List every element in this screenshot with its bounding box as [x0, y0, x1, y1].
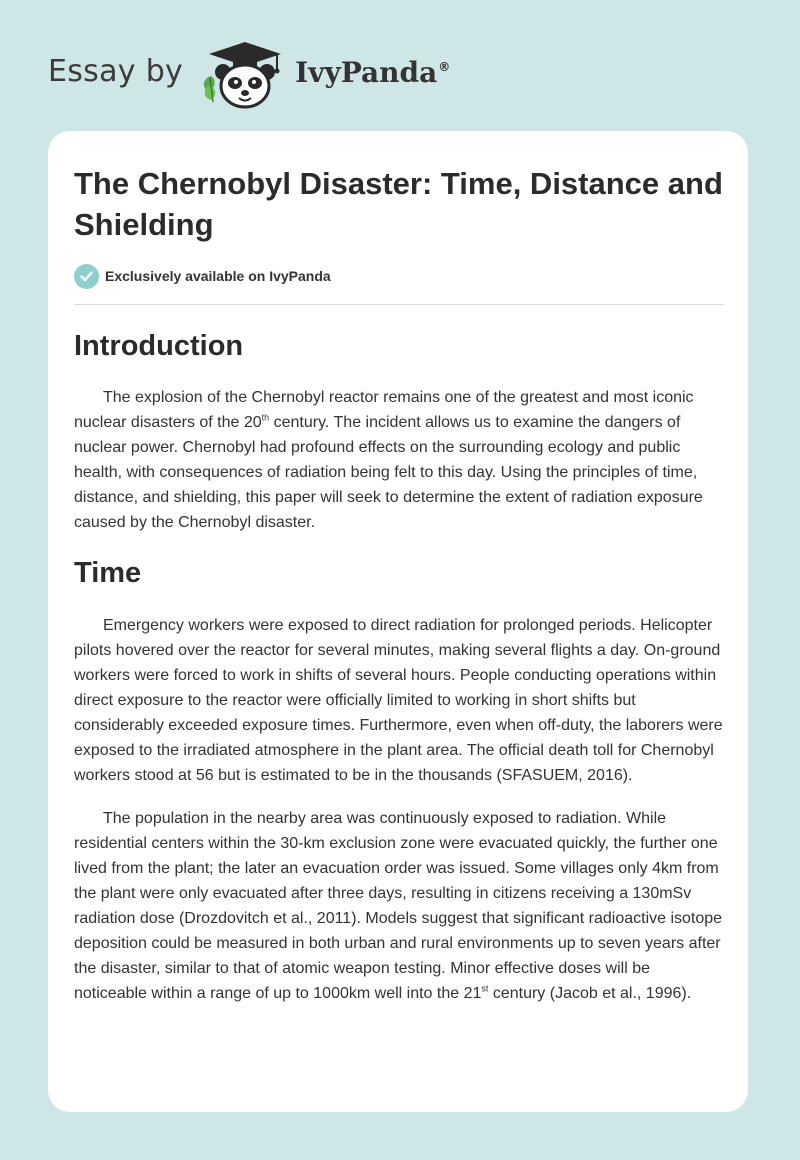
- checkmark-icon: [74, 264, 99, 289]
- exclusive-badge: [74, 263, 724, 289]
- registered-mark: ®: [438, 60, 451, 75]
- paragraph-text: The population in the nearby area was continuously exposed to radiation. While residential centers within the 30-km exclusion zone were evacuated quickly, the further one lived from the plant; the later an evacuation order was issued. Some villages only 4km from the plant were only evacuated after three days, resulting in citizens receiving a 130mSv radiation dose (Drozdovitch et al., 2011). Models suggest that significant radioactive isotope deposition could be measured in both urban and rural environments up to seven years after the disaster, similar to that of atomic weapon testing. Minor effective doses will be noticeable within a range of up to 1000km well into the 21: [74, 810, 723, 1002]
- paragraph-time-2: [74, 806, 724, 1006]
- article-content: [74, 163, 724, 1006]
- paragraph-text: The explosion of the Chernobyl reactor remains one of the greatest and most iconic nuclear disasters of the 20: [74, 389, 694, 431]
- article-title: The Chernobyl Disaster: Time, Distance and Shielding: [74, 166, 723, 242]
- divider: [74, 304, 724, 305]
- brand-name-text: IvyPanda: [295, 55, 438, 89]
- panda-graduate-icon: [197, 38, 291, 110]
- paragraph-introduction: [74, 385, 724, 535]
- exclusive-badge-text: Exclusively available on IvyPanda: [105, 268, 331, 284]
- brand-header: [48, 38, 450, 110]
- ivy-leaf-icon: [204, 76, 215, 102]
- article-card: [48, 131, 748, 1112]
- section-heading-time: Time: [74, 557, 142, 589]
- superscript: th: [261, 412, 270, 423]
- paragraph-text: century (Jacob et al., 1996).: [488, 985, 692, 1002]
- paragraph-text: century. The incident allows us to examine the dangers of nuclear power. Chernobyl had profound effects on the surrounding ecology and public health, with consequences of radiation being felt to this day. Using the principles of time, distance, and shielding, this paper will seek to determine the extent of radiation exposure caused by the Chernobyl disaster.: [74, 414, 703, 531]
- brand-name: [295, 56, 450, 89]
- section-heading-introduction: Introduction: [74, 330, 244, 362]
- superscript: st: [481, 983, 489, 994]
- paragraph-time-1: Emergency workers were exposed to direct radiation for prolonged periods. Helicopter pilots hovered over the reactor for several minutes, making several flights a day. On-ground workers were forced to work in shifts of several hours. People conducting operations within direct exposure to the reactor were officially limited to working in short shifts but considerably exceeded exposure times. Furthermore, even when off-duty, the laborers were exposed to the irradiated atmosphere in the plant area. The official death toll for Chernobyl workers stood at 56 but is estimated to be in the thousands (SFASUEM, 2016).: [74, 617, 723, 784]
- brand-prefix: Essay by: [48, 53, 184, 89]
